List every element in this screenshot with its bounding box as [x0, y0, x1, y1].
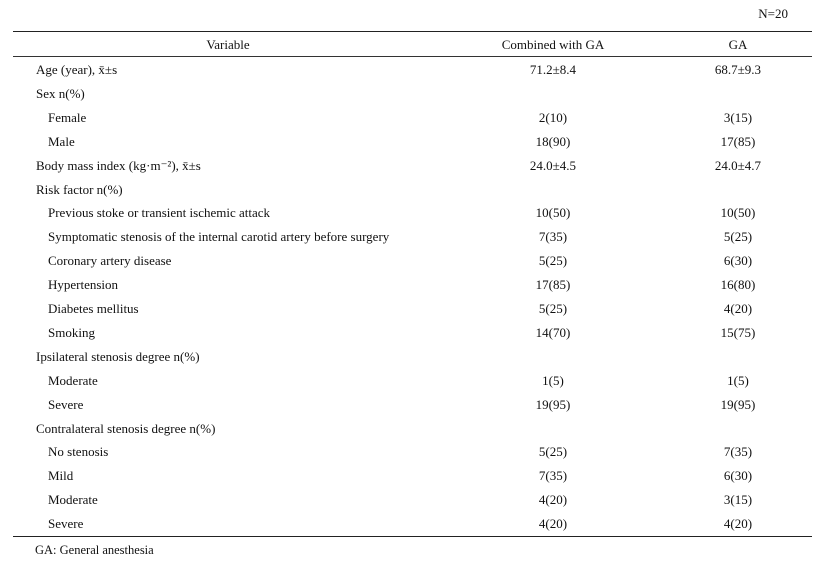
row-ga-value: 16(80) — [720, 277, 756, 293]
row-ga-value: 1(5) — [727, 372, 749, 388]
table-row — [13, 225, 812, 249]
table-bottom-rule — [13, 536, 812, 537]
table-header — [13, 31, 812, 56]
row-variable-label: Smoking — [48, 324, 95, 340]
row-variable-label: Moderate — [48, 372, 98, 388]
table-row-group — [13, 82, 812, 106]
row-combined-value: 2(10) — [538, 109, 568, 125]
row-ga-value: 15(75) — [720, 324, 756, 340]
row-combined-value — [473, 417, 633, 441]
row-combined-value: 17(85) — [535, 277, 571, 293]
header-ga: GA — [728, 37, 748, 52]
row-variable-label: No stenosis — [48, 444, 109, 460]
table-row — [13, 464, 812, 488]
row-variable-label: Symptomatic stenosis of the internal carotid artery before surgery — [48, 229, 390, 245]
row-variable-label: Risk factor n(%) — [36, 181, 123, 197]
row-ga-value: 5(25) — [723, 229, 753, 245]
row-combined-value: 10(50) — [535, 205, 571, 221]
row-ga-value: 10(50) — [720, 205, 756, 221]
row-combined-value: 7(35) — [538, 468, 568, 484]
table-row — [13, 201, 812, 225]
row-combined-value: 4(20) — [538, 516, 568, 532]
table-row-group — [13, 154, 812, 178]
row-ga-value: 7(35) — [723, 444, 753, 460]
row-ga-value: 19(95) — [720, 396, 756, 412]
row-combined-value: 14(70) — [535, 324, 571, 340]
row-variable-label: Diabetes mellitus — [48, 301, 139, 316]
row-variable-label: Male — [48, 133, 75, 149]
row-ga-value: 17(85) — [720, 133, 756, 149]
row-variable-label: Moderate — [48, 492, 98, 508]
row-combined-value: 4(20) — [538, 492, 568, 508]
row-ga-value — [663, 417, 813, 441]
header-variable: Variable — [206, 37, 250, 52]
row-variable-label: Severe — [48, 396, 84, 412]
table-row-group — [13, 345, 812, 369]
row-combined-value: 19(95) — [535, 396, 571, 412]
table-row-group — [13, 417, 812, 441]
row-combined-value — [473, 82, 633, 106]
row-combined-value: 71.2±8.4 — [529, 62, 577, 77]
row-combined-value — [473, 178, 633, 202]
table-row — [13, 440, 812, 464]
row-ga-value: 4(20) — [723, 516, 753, 532]
table-row — [13, 393, 812, 417]
row-variable-label: Previous stoke or transient ischemic attack — [48, 205, 271, 221]
row-variable-label: Body mass index (kg·m⁻²), x̄±s — [36, 157, 201, 173]
row-ga-value: 24.0±4.7 — [714, 157, 762, 173]
table-row-group — [13, 178, 812, 202]
row-variable-label: Age (year), x̄±s — [36, 62, 118, 77]
table-footnote: GA: General anesthesia — [35, 543, 154, 557]
row-variable-label: Ipsilateral stenosis degree n(%) — [36, 348, 200, 364]
row-combined-value: 24.0±4.5 — [529, 157, 577, 173]
row-ga-value: 68.7±9.3 — [714, 62, 762, 77]
row-combined-value: 5(25) — [538, 301, 568, 316]
row-variable-label: Hypertension — [48, 277, 119, 293]
row-combined-value: 18(90) — [535, 133, 571, 149]
row-ga-value — [663, 82, 813, 106]
table-row — [13, 488, 812, 512]
table-row — [13, 273, 812, 297]
row-combined-value: 5(25) — [538, 444, 568, 460]
row-ga-value: 3(15) — [723, 109, 753, 125]
table-row — [13, 321, 812, 345]
row-ga-value — [663, 345, 813, 369]
row-combined-value: 7(35) — [538, 229, 568, 245]
row-variable-label: Sex n(%) — [36, 85, 85, 101]
row-ga-value: 6(30) — [723, 468, 753, 484]
row-variable-label: Female — [48, 109, 87, 125]
row-combined-value: 5(25) — [538, 253, 568, 269]
row-ga-value: 3(15) — [723, 492, 753, 508]
row-ga-value: 6(30) — [723, 253, 753, 269]
table-row — [13, 106, 812, 130]
sample-size-label: N=20 — [758, 6, 788, 21]
header-combined-with-ga: Combined with GA — [501, 37, 605, 52]
table-row — [13, 249, 812, 273]
table-row-group — [13, 58, 812, 82]
table-row — [13, 512, 812, 536]
row-ga-value — [663, 178, 813, 202]
row-variable-label: Contralateral stenosis degree n(%) — [36, 420, 216, 436]
row-ga-value: 4(20) — [723, 301, 753, 316]
row-variable-label: Mild — [48, 468, 74, 484]
table-header-rule — [13, 56, 812, 57]
row-variable-label: Severe — [48, 516, 84, 532]
row-variable-label: Coronary artery disease — [48, 253, 172, 269]
table-row — [13, 369, 812, 393]
row-combined-value: 1(5) — [542, 372, 564, 388]
row-combined-value — [473, 345, 633, 369]
table-row — [13, 130, 812, 154]
table-row — [13, 297, 812, 321]
